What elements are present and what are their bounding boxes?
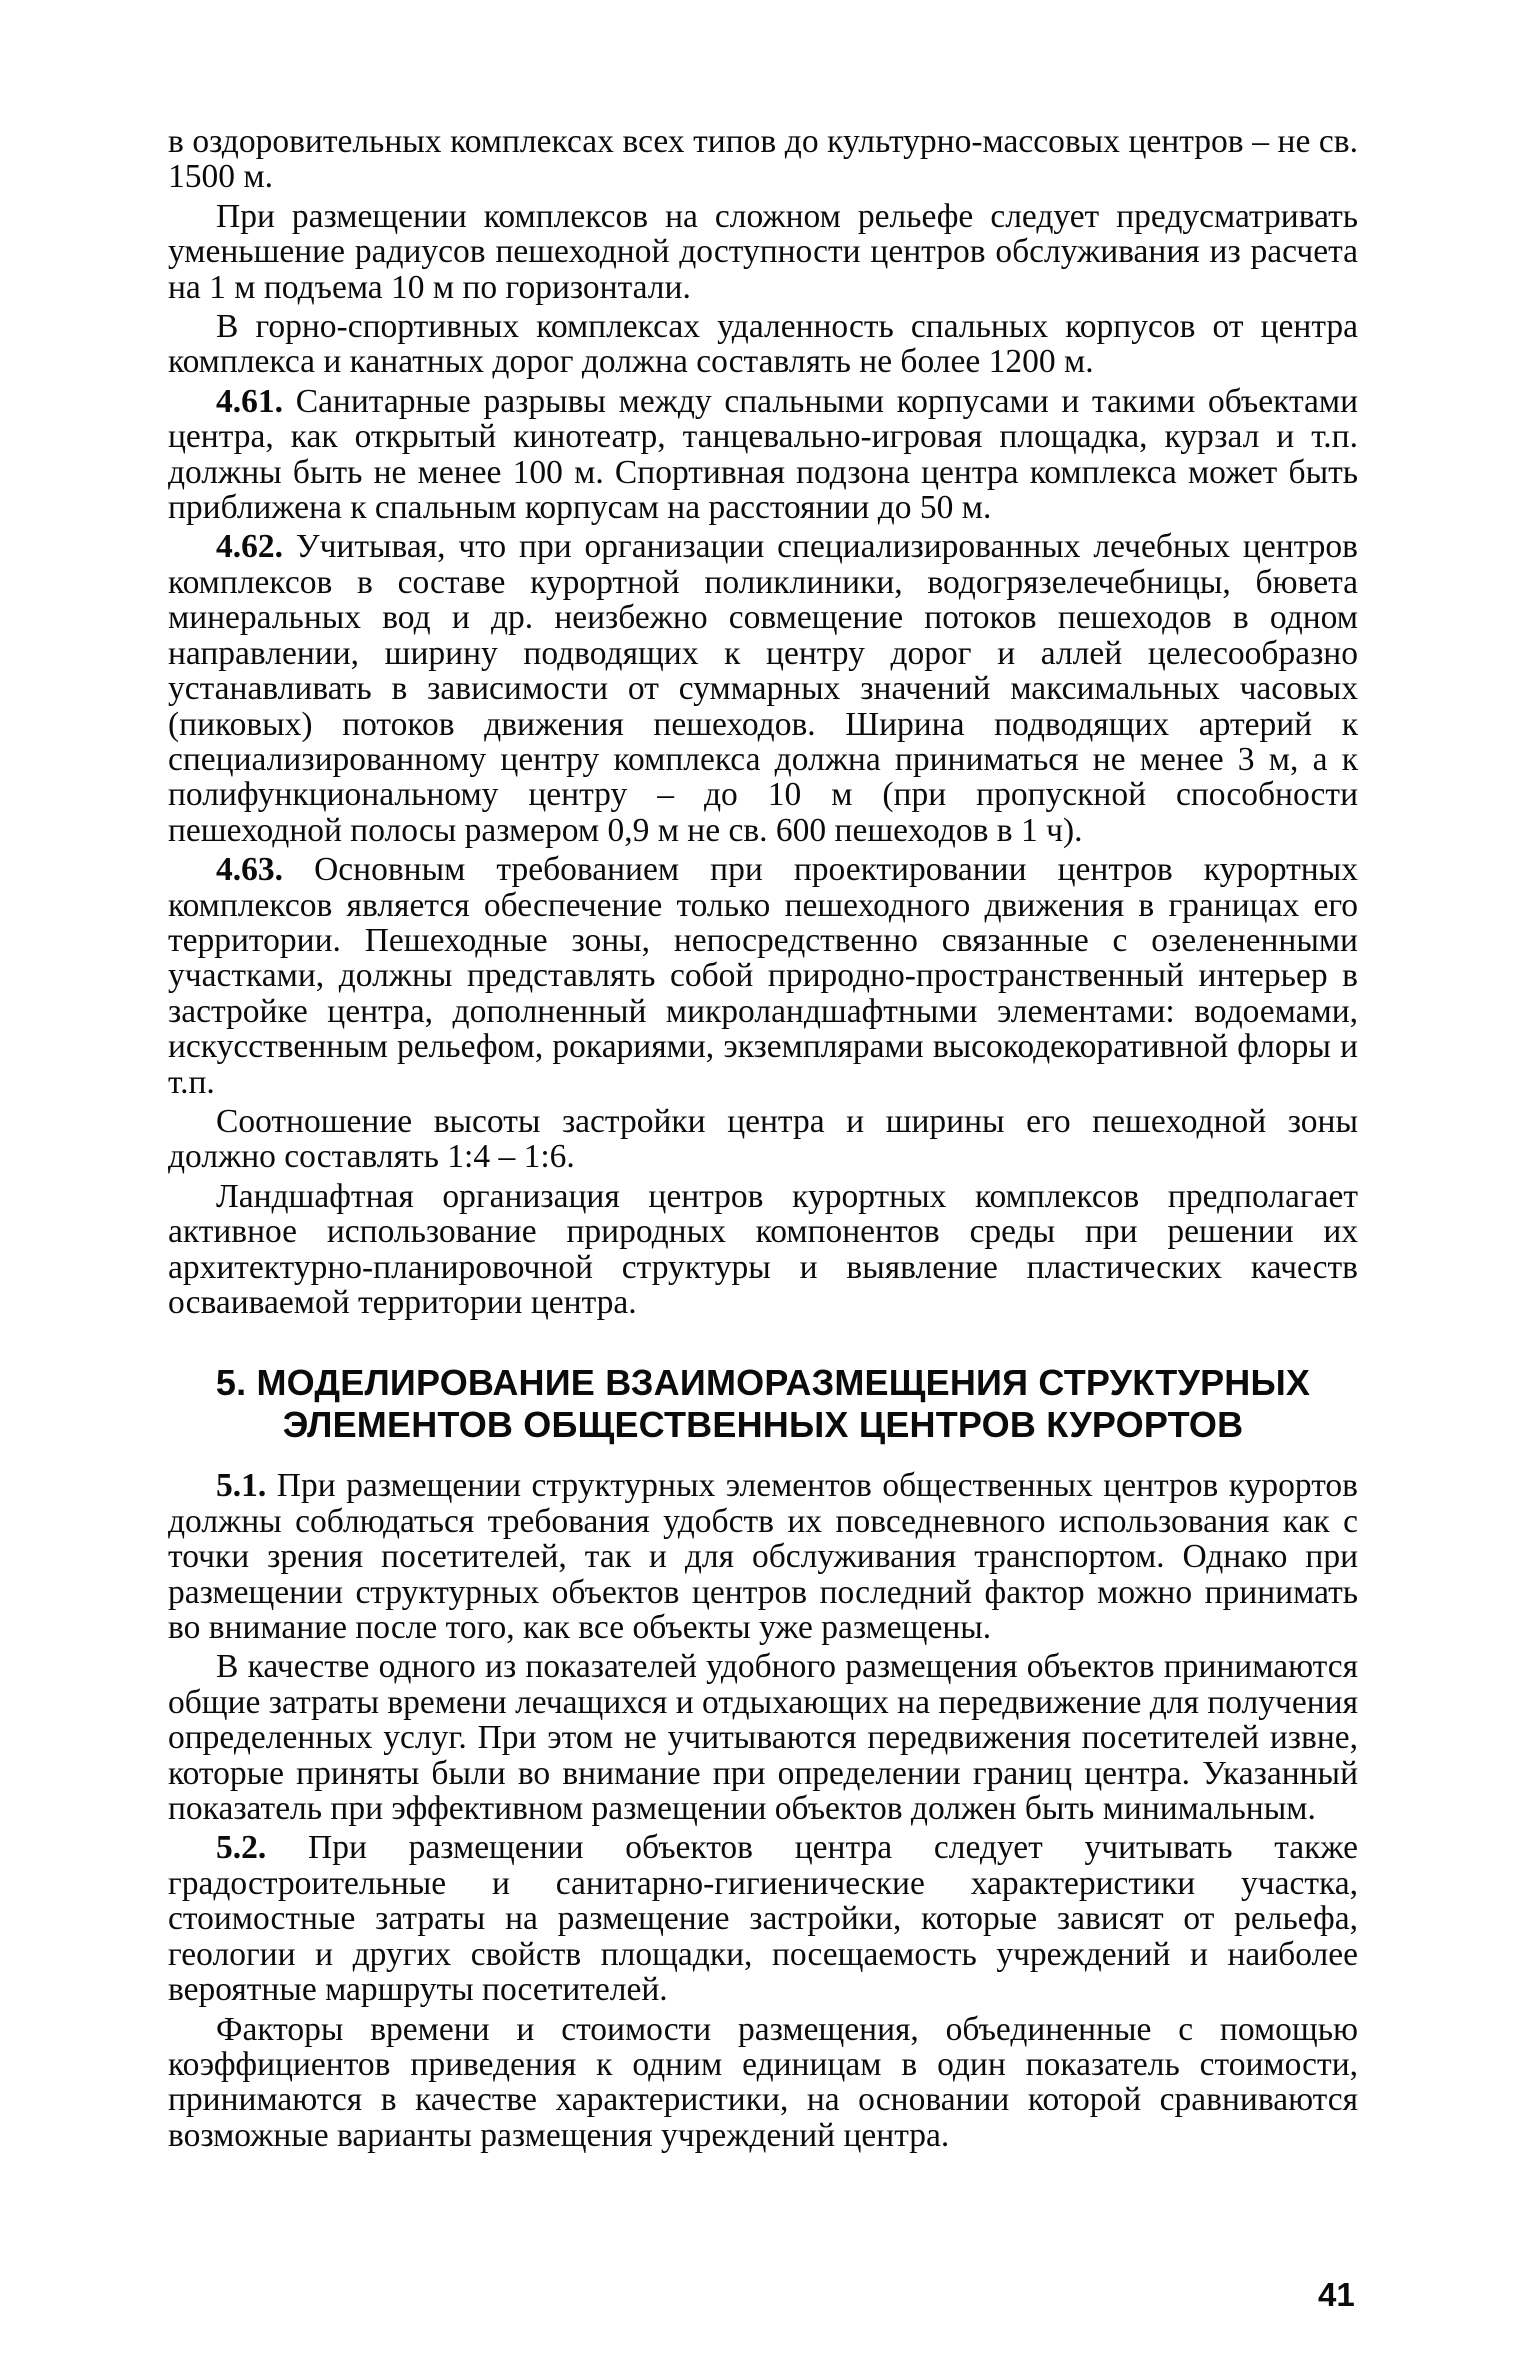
paragraph: Ландшафтная организация центров курортных комплексов предполагает активное использование природных компонентов среды при решении их архитектурно-планировочной структуры и выявление пластических качеств осваиваемой территории центра. bbox=[168, 1177, 1358, 1321]
paragraph-4-63: 4.63. Основным требованием при проектировании центров курортных комплексов является обеспечение только пешеходного движения в границах его территории. Пешеходные зоны, непосредственно связанные с озелененными участками, должны представлять собой природно-пространственный интерьер в застройке центра, дополненный микроландшафтными элементами: водоемами, искусственным рельефом, рокариями, экземплярами высокодекоративной флоры и т.п. bbox=[168, 851, 1358, 1101]
paragraph-4-61: 4.61. Санитарные разрывы между спальными корпусами и такими объектами центра, как открытый кинотеатр, танцевально-игровая площадка, курзал и т.п. должны быть не менее 100 м. Спортивная подзона центра комплекса может быть приближена к спальным корпусам на расстоянии до 50 м. bbox=[168, 382, 1358, 527]
page-number: 41 bbox=[1318, 2276, 1355, 2313]
paragraph-4-62: 4.62. Учитывая, что при организации специализированных лечебных центров комплексов в составе курортной поликлиники, водогрязелечебницы, бювета минеральных вод и др. неизбежно совмещение потоков пешеходов в одном направлении, ширину подводящих к центру дорог и аллей целесообразно устанавливать в зависимости от суммарных значений максимальных часовых (пиковых) потоков движения пешеходов. Ширина подводящих артерий к специализированному центру комплекса должна приниматься не менее 3 м, а к полифункциональному центру – до 10 м (при пропускной способности пешеходной полосы размером 0,9 м не св. 600 пешеходов в 1 ч). bbox=[168, 528, 1358, 849]
paragraph: в оздоровительных комплексах всех типов до культурно-массовых центров – не св. 1500 м. bbox=[168, 123, 1358, 196]
section-heading-line-2: ЭЛЕМЕНТОВ ОБЩЕСТВЕННЫХ ЦЕНТРОВ КУРОРТОВ bbox=[282, 1404, 1244, 1446]
paragraph: В качестве одного из показателей удобного размещения объектов принимаются общие затраты времени лечащихся и отдыхающих на передвижение для получения определенных услуг. При этом не учитываются передвижения посетителей извне, которые приняты были во внимание при определении границ центра. Указанный показатель при эффективном размещении объектов должен быть минимальным. bbox=[168, 1648, 1358, 1828]
paragraph-number: 4.61. bbox=[216, 382, 283, 420]
paragraph-number: 5.1. bbox=[216, 1467, 267, 1505]
section-heading-line-1: 5. МОДЕЛИРОВАНИЕ ВЗАИМОРАЗМЕЩЕНИЯ СТРУКТУРНЫХ bbox=[215, 1362, 1311, 1404]
paragraph: В горно-спортивных комплексах удаленность спальных корпусов от центра комплекса и канатных дорог должна составлять не более 1200 м. bbox=[168, 308, 1358, 381]
paragraph-number: 5.2. bbox=[216, 1829, 267, 1867]
paragraph-5-1: 5.1. При размещении структурных элементов общественных центров курортов должны соблюдаться требования удобств их повседневного использования как с точки зрения посетителей, так и для обслуживания транспортом. Однако при размещении структурных объектов центров последний фактор можно принимать во внимание после того, как все объекты уже размещены. bbox=[168, 1467, 1358, 1647]
paragraph: При размещении комплексов на сложном рельефе следует предусматривать уменьшение радиусов пешеходной доступности центров обслуживания из расчета на 1 м подъема 10 м по горизонтали. bbox=[168, 197, 1358, 306]
paragraph: Факторы времени и стоимости размещения, объединенные с помощью коэффициентов приведения к одним единицам в один показатель стоимости, принимаются в качестве характеристики, на основании которой сравниваются возможные варианты размещения учреждений центра. bbox=[168, 2010, 1358, 2154]
paragraph-5-2: 5.2. При размещении объектов центра следует учитывать также градостроительные и санитарно-гигиенические характеристики участка, стоимостные затраты на размещение застройки, которые зависят от рельефа, геологии и других свойств площадки, посещаемость учреждений и наиболее вероятные маршруты посетителей. bbox=[168, 1829, 1358, 2009]
paragraph: Соотношение высоты застройки центра и ширины его пешеходной зоны должно составлять 1:4 – 1:6. bbox=[168, 1102, 1358, 1176]
section-heading bbox=[168, 1362, 1358, 1446]
paragraph-number: 4.62. bbox=[216, 528, 283, 566]
paragraph-number: 4.63. bbox=[216, 851, 283, 889]
page-content bbox=[168, 124, 1358, 2157]
